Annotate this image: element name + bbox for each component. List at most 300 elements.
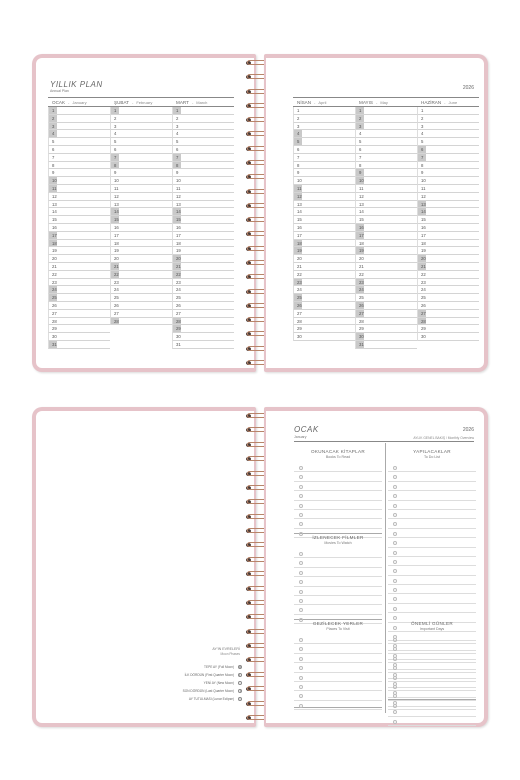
day-cell[interactable]: 17 bbox=[172, 232, 234, 240]
writing-line[interactable] bbox=[388, 519, 476, 528]
day-cell[interactable]: 3 bbox=[172, 123, 234, 131]
day-cell[interactable]: 13 bbox=[355, 201, 417, 209]
month-name-english: April bbox=[318, 99, 327, 105]
day-cell[interactable]: 22 bbox=[48, 271, 110, 279]
day-cell[interactable]: 14 bbox=[417, 208, 479, 216]
month-column-june bbox=[417, 97, 479, 349]
day-cell[interactable]: 23 bbox=[293, 279, 355, 287]
day-cell[interactable]: 27 bbox=[355, 310, 417, 318]
day-cell[interactable]: 2 bbox=[48, 115, 110, 123]
day-cell[interactable]: 5 bbox=[355, 138, 417, 146]
day-cell[interactable]: 10 bbox=[355, 177, 417, 185]
writing-line[interactable] bbox=[294, 577, 382, 586]
day-cell[interactable]: 8 bbox=[355, 162, 417, 170]
writing-line[interactable] bbox=[388, 548, 476, 557]
day-cell[interactable]: 2 bbox=[417, 115, 479, 123]
day-cell[interactable]: 30 bbox=[293, 333, 355, 341]
day-cell[interactable]: 9 bbox=[417, 169, 479, 177]
day-cell[interactable]: 23 bbox=[417, 279, 479, 287]
day-cell[interactable]: 6 bbox=[355, 146, 417, 154]
day-cell[interactable]: 22 bbox=[172, 271, 234, 279]
writing-line[interactable] bbox=[388, 501, 476, 510]
day-cell[interactable]: 30 bbox=[172, 333, 234, 341]
day-cell[interactable]: 20 bbox=[355, 255, 417, 263]
day-cell[interactable]: 31 bbox=[172, 341, 234, 349]
empty-cell bbox=[110, 325, 172, 333]
month-column-may bbox=[355, 97, 417, 349]
day-cell[interactable]: 18 bbox=[48, 240, 110, 248]
day-cell[interactable]: 24 bbox=[417, 286, 479, 294]
month-name-english: March bbox=[196, 99, 208, 105]
day-cell[interactable]: 27 bbox=[48, 310, 110, 318]
section-subtitle: Books To Read bbox=[325, 455, 351, 459]
day-cell[interactable]: 17 bbox=[417, 232, 479, 240]
separator: - bbox=[131, 99, 134, 105]
day-cell[interactable]: 17 bbox=[48, 232, 110, 240]
year-label: 2026 bbox=[462, 85, 474, 91]
day-cell[interactable]: 7 bbox=[355, 154, 417, 162]
moon-phases-subtitle: Moon Phases bbox=[220, 652, 240, 656]
separator: - bbox=[191, 99, 194, 105]
day-cell[interactable]: 11 bbox=[355, 185, 417, 193]
day-cell[interactable]: 3 bbox=[293, 123, 355, 131]
important-days-section bbox=[388, 617, 476, 707]
day-cell[interactable]: 12 bbox=[293, 193, 355, 201]
moon-lq-icon bbox=[238, 689, 242, 693]
day-cell[interactable]: 10 bbox=[48, 177, 110, 185]
day-cell[interactable]: 2 bbox=[293, 115, 355, 123]
day-cell[interactable]: 15 bbox=[355, 216, 417, 224]
day-cell[interactable]: 8 bbox=[110, 162, 172, 170]
writing-line[interactable] bbox=[294, 519, 382, 528]
day-cell[interactable]: 17 bbox=[293, 232, 355, 240]
separator: - bbox=[68, 99, 70, 105]
day-cell[interactable]: 15 bbox=[172, 216, 234, 224]
day-cell[interactable]: 25 bbox=[48, 294, 110, 302]
day-cell[interactable]: 16 bbox=[355, 224, 417, 232]
writing-line[interactable] bbox=[388, 682, 476, 691]
month-name: MART bbox=[176, 99, 189, 105]
writing-line[interactable] bbox=[388, 576, 476, 585]
day-cell[interactable]: 14 bbox=[48, 208, 110, 216]
day-cell[interactable]: 29 bbox=[172, 325, 234, 333]
day-cell[interactable]: 21 bbox=[355, 263, 417, 271]
day-cell[interactable]: 18 bbox=[110, 240, 172, 248]
writing-line[interactable] bbox=[388, 701, 476, 710]
day-cell[interactable]: 4 bbox=[48, 130, 110, 138]
writing-line[interactable] bbox=[294, 510, 382, 519]
day-cell[interactable]: 13 bbox=[417, 201, 479, 209]
day-cell[interactable]: 28 bbox=[355, 318, 417, 326]
writing-line[interactable] bbox=[294, 605, 382, 614]
day-cell[interactable]: 25 bbox=[293, 294, 355, 302]
section-title: GEZİLECEK YERLER bbox=[312, 621, 364, 626]
writing-line[interactable] bbox=[388, 463, 476, 472]
day-cell[interactable]: 23 bbox=[48, 279, 110, 287]
section-subtitle: Important Days bbox=[419, 627, 445, 631]
day-cell[interactable]: 8 bbox=[293, 162, 355, 170]
day-cell[interactable]: 27 bbox=[417, 310, 479, 318]
months-grid-left bbox=[48, 97, 234, 349]
writing-line[interactable] bbox=[388, 691, 476, 700]
day-cell[interactable]: 1 bbox=[355, 107, 417, 115]
day-cell[interactable]: 20 bbox=[417, 255, 479, 263]
day-cell[interactable]: 29 bbox=[355, 325, 417, 333]
day-cell[interactable]: 21 bbox=[417, 263, 479, 271]
day-cell[interactable]: 6 bbox=[172, 146, 234, 154]
day-cell[interactable]: 1 bbox=[172, 107, 234, 115]
day-cell[interactable]: 11 bbox=[293, 185, 355, 193]
day-cell[interactable]: 27 bbox=[293, 310, 355, 318]
writing-line[interactable] bbox=[388, 557, 476, 566]
month-name-english: May bbox=[380, 99, 388, 105]
day-cell[interactable]: 16 bbox=[172, 224, 234, 232]
section-subtitle: Movies To Watch bbox=[324, 541, 352, 545]
day-cell[interactable]: 13 bbox=[172, 201, 234, 209]
day-cell[interactable]: 11 bbox=[417, 185, 479, 193]
moon-phase-item bbox=[183, 687, 242, 695]
moon-phase-item bbox=[183, 663, 242, 671]
day-cell[interactable]: 28 bbox=[110, 318, 172, 326]
day-cell[interactable]: 14 bbox=[110, 208, 172, 216]
day-cell[interactable]: 27 bbox=[110, 310, 172, 318]
month-title: OCAK bbox=[294, 425, 319, 434]
day-cell[interactable]: 16 bbox=[48, 224, 110, 232]
day-cell[interactable]: 2 bbox=[110, 115, 172, 123]
moon-phase-item bbox=[183, 695, 242, 703]
writing-line[interactable] bbox=[294, 691, 382, 700]
day-cell[interactable]: 14 bbox=[293, 208, 355, 216]
day-cell[interactable]: 17 bbox=[110, 232, 172, 240]
month-name: HAZİRAN bbox=[421, 99, 442, 105]
month-name: MAYIS bbox=[359, 99, 373, 105]
section-title: YAPILACAKLAR bbox=[413, 449, 451, 454]
moon-phases-title: AY'IN EVRELERİ bbox=[212, 647, 240, 651]
day-cell[interactable]: 26 bbox=[355, 302, 417, 310]
day-cell[interactable]: 21 bbox=[110, 263, 172, 271]
day-cell[interactable]: 21 bbox=[48, 263, 110, 271]
day-cell[interactable]: 5 bbox=[417, 138, 479, 146]
day-cell[interactable]: 28 bbox=[417, 318, 479, 326]
day-cell[interactable]: 30 bbox=[48, 333, 110, 341]
moon-phase-label: İLK DÖRDÜN (First Quarter Moon) bbox=[184, 673, 234, 677]
writing-line[interactable] bbox=[294, 654, 382, 663]
lined-area[interactable] bbox=[294, 463, 382, 538]
day-cell[interactable]: 22 bbox=[355, 271, 417, 279]
writing-line[interactable] bbox=[388, 717, 476, 726]
monthly-overview-spread bbox=[32, 407, 488, 727]
day-cell[interactable]: 5 bbox=[293, 138, 355, 146]
month-name-english: February bbox=[136, 99, 153, 105]
day-cell[interactable]: 16 bbox=[417, 224, 479, 232]
day-cell[interactable]: 24 bbox=[355, 286, 417, 294]
day-cell[interactable]: 24 bbox=[293, 286, 355, 294]
month-header bbox=[355, 97, 417, 107]
day-cell[interactable]: 9 bbox=[110, 169, 172, 177]
writing-line[interactable] bbox=[388, 472, 476, 481]
writing-line[interactable] bbox=[294, 501, 382, 510]
writing-line[interactable] bbox=[388, 529, 476, 538]
moon-phases-page bbox=[32, 407, 256, 727]
day-cell[interactable]: 5 bbox=[110, 138, 172, 146]
day-cell[interactable]: 30 bbox=[417, 333, 479, 341]
day-cell[interactable]: 8 bbox=[172, 162, 234, 170]
day-cell[interactable]: 1 bbox=[48, 107, 110, 115]
moon-phase-item bbox=[183, 679, 242, 687]
empty-cell bbox=[110, 333, 172, 341]
header-divider bbox=[294, 441, 474, 442]
writing-line[interactable] bbox=[388, 566, 476, 575]
month-header bbox=[110, 97, 172, 107]
day-cell[interactable]: 20 bbox=[110, 255, 172, 263]
writing-line[interactable] bbox=[294, 558, 382, 567]
writing-line[interactable] bbox=[388, 673, 476, 682]
day-cell[interactable]: 14 bbox=[172, 208, 234, 216]
day-cell[interactable]: 23 bbox=[172, 279, 234, 287]
separator: - bbox=[314, 99, 316, 105]
day-cell[interactable]: 12 bbox=[355, 193, 417, 201]
day-cell[interactable]: 4 bbox=[172, 130, 234, 138]
writing-line[interactable] bbox=[388, 482, 476, 491]
section-title: OKUNACAK KİTAPLAR bbox=[310, 449, 366, 454]
month-header bbox=[293, 97, 355, 107]
day-cell[interactable]: 22 bbox=[417, 271, 479, 279]
writing-line[interactable] bbox=[294, 549, 382, 558]
day-cell[interactable]: 16 bbox=[110, 224, 172, 232]
writing-line[interactable] bbox=[294, 587, 382, 596]
writing-line[interactable] bbox=[388, 594, 476, 603]
writing-line[interactable] bbox=[388, 491, 476, 500]
day-cell[interactable]: 27 bbox=[172, 310, 234, 318]
day-cell[interactable]: 26 bbox=[417, 302, 479, 310]
day-cell[interactable]: 4 bbox=[293, 130, 355, 138]
day-cell[interactable]: 10 bbox=[293, 177, 355, 185]
month-column-january bbox=[48, 97, 110, 349]
lined-area[interactable] bbox=[388, 635, 476, 710]
day-cell[interactable]: 23 bbox=[355, 279, 417, 287]
month-header bbox=[172, 97, 234, 107]
empty-cell bbox=[110, 341, 172, 349]
annual-plan-right-page bbox=[264, 54, 488, 372]
day-cell[interactable]: 20 bbox=[293, 255, 355, 263]
writing-line[interactable] bbox=[388, 585, 476, 594]
day-cell[interactable]: 28 bbox=[293, 318, 355, 326]
day-cell[interactable]: 20 bbox=[172, 255, 234, 263]
day-cell[interactable]: 5 bbox=[48, 138, 110, 146]
writing-line[interactable] bbox=[294, 644, 382, 653]
day-cell[interactable]: 19 bbox=[417, 247, 479, 255]
writing-line[interactable] bbox=[294, 635, 382, 644]
movies-to-watch-section bbox=[294, 531, 382, 620]
day-cell[interactable]: 25 bbox=[417, 294, 479, 302]
day-cell[interactable]: 22 bbox=[110, 271, 172, 279]
day-cell[interactable]: 18 bbox=[172, 240, 234, 248]
day-cell[interactable]: 26 bbox=[110, 302, 172, 310]
day-cell[interactable]: 13 bbox=[110, 201, 172, 209]
day-cell[interactable]: 12 bbox=[110, 193, 172, 201]
day-cell[interactable]: 6 bbox=[417, 146, 479, 154]
moon-phase-item bbox=[183, 671, 242, 679]
day-cell[interactable]: 26 bbox=[293, 302, 355, 310]
day-cell[interactable]: 10 bbox=[172, 177, 234, 185]
day-cell[interactable]: 2 bbox=[355, 115, 417, 123]
day-cell[interactable]: 18 bbox=[293, 240, 355, 248]
day-cell[interactable]: 12 bbox=[417, 193, 479, 201]
writing-line[interactable] bbox=[294, 463, 382, 472]
day-cell[interactable]: 28 bbox=[172, 318, 234, 326]
day-cell[interactable]: 7 bbox=[417, 154, 479, 162]
day-cell[interactable]: 8 bbox=[48, 162, 110, 170]
day-cell[interactable]: 11 bbox=[48, 185, 110, 193]
separator: - bbox=[375, 99, 378, 105]
day-cell[interactable]: 7 bbox=[48, 154, 110, 162]
day-cell[interactable]: 20 bbox=[48, 255, 110, 263]
moon-full-icon bbox=[238, 665, 242, 669]
day-cell[interactable]: 19 bbox=[172, 247, 234, 255]
writing-line[interactable] bbox=[388, 510, 476, 519]
day-cell[interactable]: 8 bbox=[417, 162, 479, 170]
day-cell[interactable]: 10 bbox=[110, 177, 172, 185]
day-cell[interactable]: 17 bbox=[355, 232, 417, 240]
day-cell[interactable]: 25 bbox=[172, 294, 234, 302]
moon-phase-label: TEPE AY (Full Moon) bbox=[204, 665, 234, 669]
day-cell[interactable]: 26 bbox=[48, 302, 110, 310]
writing-line[interactable] bbox=[294, 568, 382, 577]
day-cell[interactable]: 25 bbox=[355, 294, 417, 302]
day-cell[interactable]: 1 bbox=[417, 107, 479, 115]
day-cell[interactable]: 6 bbox=[48, 146, 110, 154]
day-cell[interactable]: 5 bbox=[172, 138, 234, 146]
day-cell[interactable]: 2 bbox=[172, 115, 234, 123]
day-cell[interactable]: 26 bbox=[172, 302, 234, 310]
day-cell[interactable]: 19 bbox=[48, 247, 110, 255]
day-cell[interactable]: 13 bbox=[48, 201, 110, 209]
day-cell[interactable]: 1 bbox=[293, 107, 355, 115]
day-cell[interactable]: 14 bbox=[355, 208, 417, 216]
day-cell[interactable]: 22 bbox=[293, 271, 355, 279]
day-cell[interactable]: 10 bbox=[417, 177, 479, 185]
section-title: ÖNEMLİ GÜNLER bbox=[411, 621, 453, 626]
writing-line[interactable] bbox=[294, 701, 382, 710]
moon-new-icon bbox=[238, 681, 242, 685]
empty-cell bbox=[417, 341, 479, 349]
separator: - bbox=[444, 99, 446, 105]
annual-plan-title: YILLIK PLAN bbox=[50, 80, 103, 89]
lined-area[interactable] bbox=[294, 635, 382, 710]
writing-line[interactable] bbox=[388, 663, 476, 672]
writing-line[interactable] bbox=[388, 654, 476, 663]
moon-phases-list bbox=[183, 663, 242, 703]
day-cell[interactable]: 31 bbox=[355, 341, 417, 349]
day-cell[interactable]: 3 bbox=[355, 123, 417, 131]
day-cell[interactable]: 15 bbox=[293, 216, 355, 224]
writing-line[interactable] bbox=[388, 604, 476, 613]
day-cell[interactable]: 9 bbox=[172, 169, 234, 177]
day-cell[interactable]: 12 bbox=[48, 193, 110, 201]
empty-cell bbox=[293, 341, 355, 349]
day-cell[interactable]: 18 bbox=[355, 240, 417, 248]
day-cell[interactable]: 19 bbox=[355, 247, 417, 255]
day-cell[interactable]: 13 bbox=[293, 201, 355, 209]
writing-line[interactable] bbox=[388, 635, 476, 644]
day-cell[interactable]: 24 bbox=[110, 286, 172, 294]
day-cell[interactable]: 21 bbox=[172, 263, 234, 271]
day-cell[interactable]: 3 bbox=[48, 123, 110, 131]
overview-label: AYLIK GENEL BAKIŞ / Monthly Overview bbox=[413, 436, 474, 440]
writing-line[interactable] bbox=[294, 673, 382, 682]
month-header bbox=[48, 97, 110, 107]
month-name-english: June bbox=[448, 99, 458, 105]
day-cell[interactable]: 31 bbox=[48, 341, 110, 349]
writing-line[interactable] bbox=[294, 596, 382, 605]
day-cell[interactable]: 15 bbox=[48, 216, 110, 224]
annual-plan-left-page bbox=[32, 54, 256, 372]
day-cell[interactable]: 19 bbox=[110, 247, 172, 255]
day-cell[interactable]: 7 bbox=[293, 154, 355, 162]
day-cell[interactable]: 12 bbox=[172, 193, 234, 201]
day-cell[interactable]: 25 bbox=[110, 294, 172, 302]
day-cell[interactable]: 30 bbox=[355, 333, 417, 341]
day-cell[interactable]: 15 bbox=[110, 216, 172, 224]
writing-line[interactable] bbox=[294, 682, 382, 691]
section-subtitle: Places To Visit bbox=[326, 627, 350, 631]
annual-plan-spread bbox=[32, 54, 488, 372]
day-cell[interactable]: 24 bbox=[48, 286, 110, 294]
day-cell[interactable]: 15 bbox=[417, 216, 479, 224]
day-cell[interactable]: 29 bbox=[48, 325, 110, 333]
writing-line[interactable] bbox=[388, 538, 476, 547]
day-cell[interactable]: 9 bbox=[293, 169, 355, 177]
month-name: ŞUBAT bbox=[114, 99, 129, 105]
day-cell[interactable]: 11 bbox=[110, 185, 172, 193]
writing-line[interactable] bbox=[294, 663, 382, 672]
monthly-overview-page bbox=[264, 407, 488, 727]
day-cell[interactable]: 21 bbox=[293, 263, 355, 271]
day-cell[interactable]: 9 bbox=[48, 169, 110, 177]
day-cell[interactable]: 4 bbox=[417, 130, 479, 138]
day-cell[interactable]: 3 bbox=[417, 123, 479, 131]
moon-phase-label: AY TUTULMASI (Lunar Eclipse) bbox=[188, 697, 234, 701]
day-cell[interactable]: 23 bbox=[110, 279, 172, 287]
writing-line[interactable] bbox=[294, 472, 382, 481]
day-cell[interactable]: 9 bbox=[355, 169, 417, 177]
year-label: 2026 bbox=[462, 427, 474, 433]
section-title: İZLENECEK FİLMLER bbox=[312, 535, 364, 540]
day-cell[interactable]: 4 bbox=[355, 130, 417, 138]
month-name-english: January bbox=[72, 99, 87, 105]
day-cell[interactable]: 4 bbox=[110, 130, 172, 138]
day-cell[interactable]: 16 bbox=[293, 224, 355, 232]
writing-line[interactable] bbox=[294, 491, 382, 500]
writing-line[interactable] bbox=[388, 644, 476, 653]
day-cell[interactable]: 6 bbox=[293, 146, 355, 154]
day-cell[interactable]: 1 bbox=[110, 107, 172, 115]
day-cell[interactable]: 3 bbox=[110, 123, 172, 131]
day-cell[interactable]: 6 bbox=[110, 146, 172, 154]
day-cell[interactable]: 19 bbox=[293, 247, 355, 255]
moon-phase-label: YENİ AY (New Moon) bbox=[203, 681, 234, 685]
day-cell[interactable]: 11 bbox=[172, 185, 234, 193]
day-cell[interactable]: 24 bbox=[172, 286, 234, 294]
writing-line[interactable] bbox=[294, 482, 382, 491]
day-cell[interactable]: 29 bbox=[417, 325, 479, 333]
lined-area[interactable] bbox=[294, 549, 382, 624]
day-cell[interactable]: 28 bbox=[48, 318, 110, 326]
day-cell[interactable]: 29 bbox=[293, 325, 355, 333]
day-cell[interactable]: 7 bbox=[110, 154, 172, 162]
day-cell[interactable]: 7 bbox=[172, 154, 234, 162]
day-cell[interactable]: 18 bbox=[417, 240, 479, 248]
